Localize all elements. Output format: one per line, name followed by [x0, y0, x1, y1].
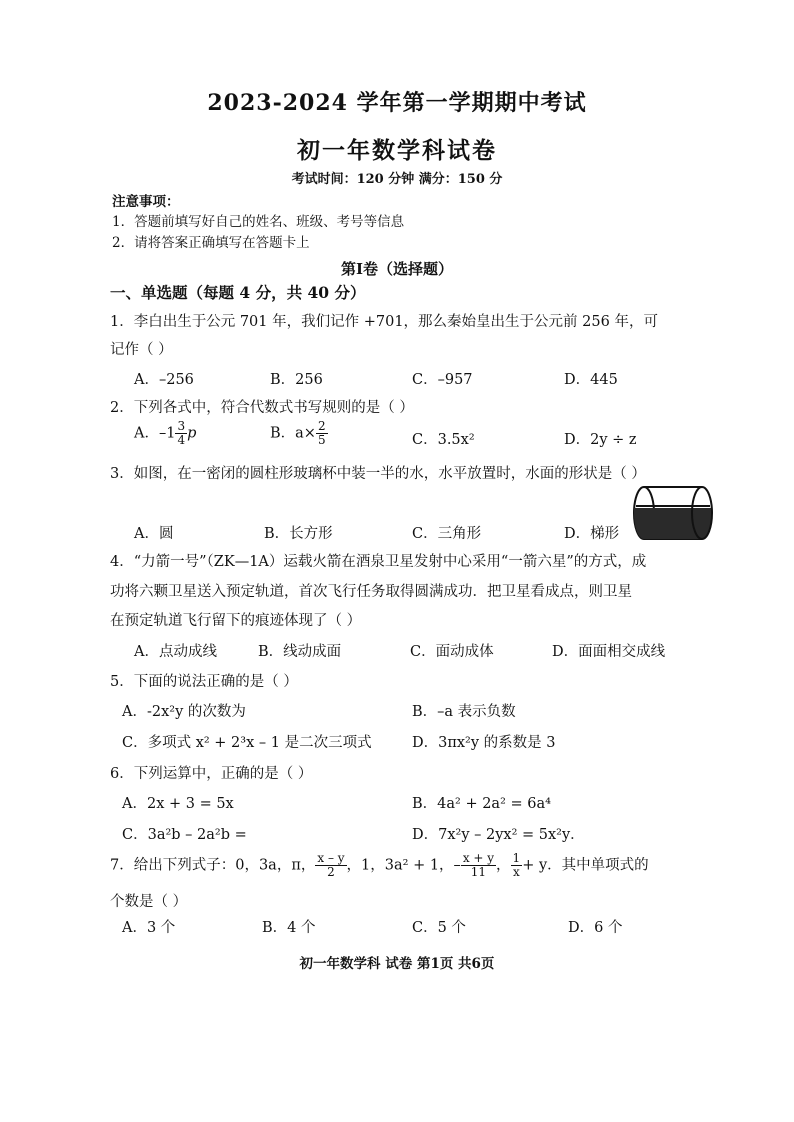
q2-stem: 2．下列各式中，符合代数式书写规则的是（ ）	[110, 400, 414, 416]
notes-item-1: 1．答题前填写好自己的姓名、班级、考号等信息	[112, 214, 405, 230]
q4-line1: 4．“力箭一号”（ZK—1A）运载火箭在酒泉卫星发射中心采用“一箭六星”的方式，成	[110, 554, 647, 570]
q7-line2: 个数是（ ）	[110, 894, 188, 910]
part-title: 一、单选题（每题 4 分，共 40 分）	[110, 283, 366, 302]
q7-option-d: D．6 个	[568, 920, 623, 936]
q3-option-b: B．长方形	[264, 526, 333, 542]
notes-item-2: 2．请将答案正确填写在答题卡上	[112, 235, 310, 251]
q6-stem: 6．下列运算中，正确的是（ ）	[110, 766, 313, 782]
q7-stem	[110, 852, 649, 879]
q1-option-a: A．–256	[134, 372, 194, 388]
q2-option-d: D．2y ÷ z	[564, 432, 637, 448]
q2-b-fraction	[316, 420, 328, 447]
q2-a-prefix: A．–1	[134, 425, 176, 442]
q7-f3-num: 1	[512, 851, 521, 865]
q4-option-b: B．线动成面	[258, 644, 342, 660]
page-footer: 初一年数学科 试卷 第1页 共6页	[299, 956, 495, 972]
q7-fraction-1	[315, 852, 346, 879]
q2-b-prefix: B．a×	[270, 425, 316, 442]
q7-f1-den: 2	[327, 865, 335, 879]
q6-option-b: B．4a² + 2a² = 6a⁴	[412, 796, 551, 812]
q7-f2-den: 11	[470, 865, 487, 879]
q2-option-c: C．3.5x²	[412, 432, 475, 448]
q7-mid2: ，	[496, 857, 511, 874]
q3-option-a: A．圆	[134, 526, 174, 542]
section-title: 第Ⅰ卷（选择题）	[340, 260, 454, 278]
q1-line1: 1．李白出生于公元 701 年，我们记作 +701，那么秦始皇出生于公元前 256 年，可	[110, 314, 658, 330]
q7-suffix: + y．其中单项式的	[522, 857, 649, 874]
q5-option-b: B．–a 表示负数	[412, 704, 516, 720]
q6-option-c: C．3a²b – 2a²b =	[122, 827, 247, 843]
q1-option-c: C．–957	[412, 372, 473, 388]
q5-stem: 5．下面的说法正确的是（ ）	[110, 674, 298, 690]
q1-option-d: D．445	[564, 372, 618, 388]
q1-option-b: B．256	[270, 372, 323, 388]
q7-fraction-2	[461, 852, 496, 879]
q7-f1-num: x – y	[317, 851, 345, 865]
q4-line2: 功将六颗卫星送入预定轨道，首次飞行任务取得圆满成功．把卫星看成点，则卫星	[110, 584, 632, 600]
q3-option-d: D．梯形	[564, 526, 620, 542]
q7-fraction-3	[511, 852, 523, 879]
q4-option-a: A．点动成线	[134, 644, 217, 660]
q2-a-fraction	[175, 420, 187, 447]
q2-option-b	[270, 420, 328, 447]
q3-stem: 3．如图，在一密闭的圆柱形玻璃杯中装一半的水，水平放置时，水面的形状是（ ）	[110, 466, 646, 482]
q4-line3: 在预定轨道飞行留下的痕迹体现了（ ）	[110, 613, 362, 629]
q6-option-d: D．7x²y – 2yx² = 5x²y．	[412, 827, 585, 843]
q5-option-c: C．多项式 x² + 2³x – 1 是二次三项式	[122, 735, 372, 751]
q1-line2: 记作（ ）	[110, 342, 173, 358]
q2-a-den: 4	[177, 433, 186, 447]
notes-heading: 注意事项：	[112, 194, 180, 210]
exam-subtitle: 初一年数学科试卷	[297, 137, 497, 164]
q6-option-a: A．2x + 3 = 5x	[122, 796, 234, 812]
q2-a-num: 3	[177, 419, 186, 433]
q5-option-a: A．-2x²y 的次数为	[122, 704, 246, 720]
q7-mid: ，1，3a² + 1，–	[346, 857, 461, 874]
q7-option-c: C．5 个	[412, 920, 466, 936]
q4-option-c: C．面动成体	[410, 644, 494, 660]
q2-b-den: 5	[317, 433, 326, 447]
q7-option-b: B．4 个	[262, 920, 316, 936]
q2-option-a	[134, 420, 196, 447]
q7-prefix: 7．给出下列式子：0，3a，π，	[110, 857, 316, 874]
cylinder-glass-figure	[632, 482, 714, 544]
exam-meta: 考试时间：120 分钟 满分：150 分	[291, 172, 503, 187]
q3-option-c: C．三角形	[412, 526, 482, 542]
q4-option-d: D．面面相交成线	[552, 644, 666, 660]
q5-option-d: D．3πx²y 的系数是 3	[412, 735, 556, 751]
q2-b-num: 2	[317, 419, 326, 433]
q7-option-a: A．3 个	[122, 920, 176, 936]
exam-title: 2023-2024 学年第一学期期中考试	[207, 90, 587, 116]
q7-f3-den: x	[512, 865, 520, 879]
q2-a-suffix: p	[187, 425, 197, 442]
q7-f2-num: x + y	[462, 851, 495, 865]
